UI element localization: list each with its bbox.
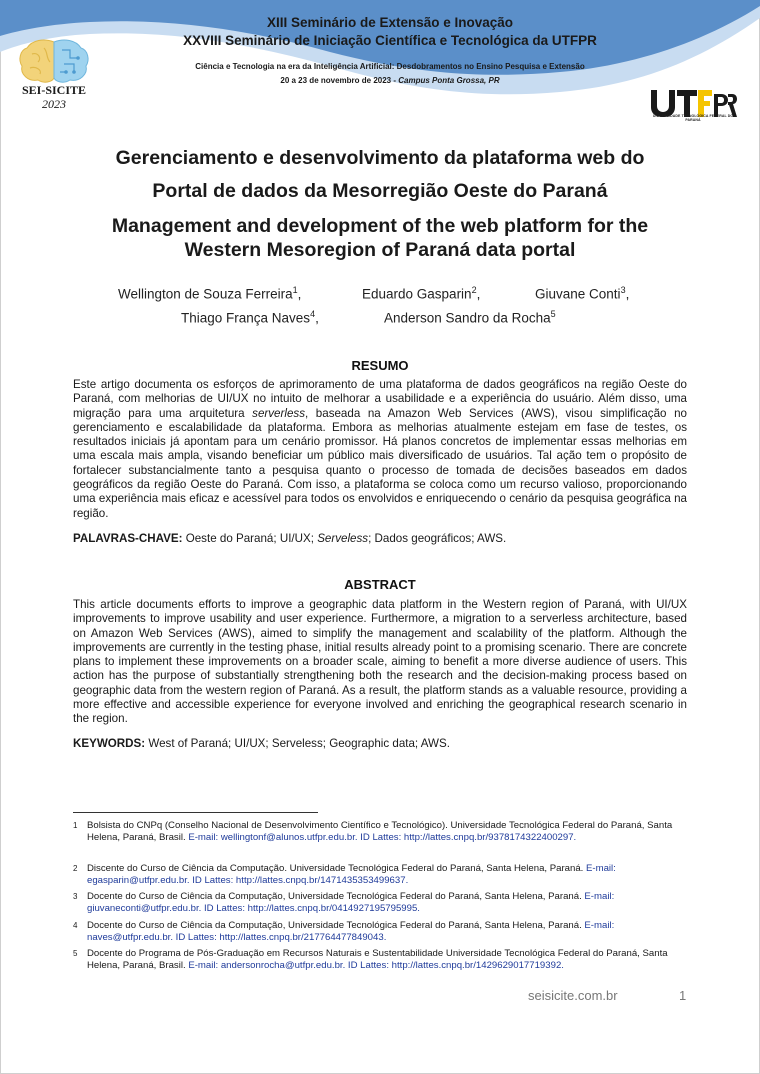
footnote-link[interactable]: E-mail: wellingtonf@alunos.utfpr.edu.br. ID Lattes: http://lattes.cnpq.br/9378174322400297. (188, 832, 577, 843)
palavras-chave-emphasis: Serveless (317, 532, 369, 545)
palavras-chave (73, 532, 687, 545)
author-mark: 2 (471, 285, 477, 295)
header-line-3: Ciência e Tecnologia na era da Inteligência Artificial: Desdobramentos no Ensino Pesquisa e Extensão (195, 62, 585, 71)
footnote-text: Bolsista do CNPq (Conselho Nacional de Desenvolvimento Científico e Tecnológico). Universidade Tecnológica Federal do Paraná, Santa Helena, Paraná, Brasil. (87, 820, 673, 843)
footnote-number: 5 (73, 949, 78, 958)
event-dates: 20 a 23 de novembro de 2023 - (280, 76, 399, 85)
author-mark: 3 (620, 285, 626, 295)
resumo-paragraph (73, 378, 687, 521)
abstract-heading: ABSTRACT (344, 577, 416, 592)
resumo-emphasis: serverless (252, 406, 305, 420)
author-separator: , (625, 286, 630, 302)
brain-logo-icon (14, 36, 94, 86)
footnote-link[interactable]: E-mail: egasparin@utfpr.edu.br. ID Lattes: http://lattes.cnpq.br/1471435353499637. (87, 863, 616, 886)
palavras-chave-text-2: ; Dados geográficos; AWS. (368, 532, 507, 545)
keywords-label: KEYWORDS: (73, 737, 146, 750)
footnote-number: 2 (73, 864, 78, 873)
footnote-link[interactable]: E-mail: naves@utfpr.edu.br. ID Lattes: http://lattes.cnpq.br/217764477849043. (87, 920, 615, 943)
keywords-text: West of Paraná; UI/UX; Serveless; Geographic data; AWS. (145, 737, 450, 750)
author-mark: 1 (292, 285, 298, 295)
utfpr-logo-caption: UNIVERSIDADE TECNOLÓGICA FEDERAL DO PARANÁ (652, 114, 734, 122)
abstract-paragraph: This article documents efforts to improve a geographic data platform in the Western region of Paraná, with UI/UX improvements to improve usability and user experience. Furthermore, a migration to a serverless architecture, based on Amazon Web Services (AWS), aimed to simplify the management and scalability of the platform. Although the improvements are currently in the testing phase, initial results already point to a promising scenario. There are concrete plans to implement these improvements on a broader scale, aiming to benefit a more diverse audience of users. This action has the purpose of substantially strengthening both the research and the decision-making process based on geographic data from the western region of Paraná. As a result, the platform stands as a valuable resource, providing a more effective and accessible experience for everyone involved and enriching the geographical research scenario in the region. (73, 598, 687, 726)
footer-site[interactable]: seisicite.com.br (528, 988, 618, 1003)
author-name: Thiago França Naves (181, 310, 311, 326)
title-en-line-2: Western Mesoregion of Paraná data portal (184, 239, 576, 261)
author-name: Giuvane Conti (535, 286, 621, 302)
author-separator: , (315, 310, 319, 326)
page-number: 1 (679, 988, 687, 1003)
resumo-text-part-1: Este artigo documenta os esforços de aprimoramento de uma plataforma de dados geográficos na região Oeste do Paraná, com melhorias de UI/UX no intuito de melhorar a usabilidade e a experiência do usuário. Além disso, uma migração para uma arquitetura (73, 378, 687, 420)
author-5 (384, 309, 556, 326)
footnote-text: Docente do Curso de Ciência da Computação, Universidade Tecnológica Federal do Paraná, Santa Helena, Paraná. (87, 891, 585, 902)
resumo-text-part-2: , baseada na Amazon Web Services (AWS), visou simplificação no gerenciamento e escalabilidade da plataforma. Embora as melhorias atualmente estejam em fase de testes, os resultados iniciais já apontam para um cenário promissor. Há planos concretos de implementar essas melhorias em uma escala mais ampla, visando beneficiar um público mais diversificado de usuários. Tal ação tem o propósito de fortalecer substancialmente tanto a pesquisa quanto o processo de tomada de decisões baseados em dados geográficos da região Oeste do Paraná. Com isso, a plataforma se coloca como um recurso valioso, proporcionando uma experiência mais eficaz e acessível para todos os envolvidos e enriquecendo o cenário da pesquisa geográfica na região. (73, 406, 687, 520)
header-line-2: XXVIII Seminário de Iniciação Científica e Tecnológica da UTFPR (183, 33, 597, 48)
title-en-line-1: Management and development of the web platform for the (111, 215, 649, 237)
title-pt-line-1: Gerenciamento e desenvolvimento da plataforma web do (115, 147, 645, 169)
footnote-rule (73, 812, 318, 813)
event-campus: Campus Ponta Grossa, PR (398, 76, 500, 85)
author-name: Wellington de Souza Ferreira (118, 286, 293, 302)
author-1 (118, 285, 301, 302)
palavras-chave-text-1: Oeste do Paraná; UI/UX; (182, 532, 318, 545)
footnote-text: Docente do Programa de Pós-Graduação em Recursos Naturais e Sustentabilidade Universidade Tecnológica Federal do Paraná, Santa Helena, Paraná, Brasil. (87, 948, 668, 971)
logo-sei-sicite-year: 2023 (42, 97, 66, 111)
author-4 (181, 309, 319, 326)
author-2 (362, 285, 480, 302)
author-separator: , (297, 286, 302, 302)
footnote-number: 4 (73, 921, 78, 930)
header-line-1: XIII Seminário de Extensão e Inovação (266, 15, 514, 30)
author-separator: , (476, 286, 481, 302)
author-name: Eduardo Gasparin (362, 286, 472, 302)
author-mark: 4 (310, 309, 316, 319)
logo-sei-sicite-name: SEI-SICITE (21, 83, 87, 97)
footnote-link[interactable]: E-mail: giuvaneconti@utfpr.edu.br. ID Lattes: http://lattes.cnpq.br/0414927195795995. (87, 891, 615, 914)
title-pt-line-2: Portal de dados da Mesorregião Oeste do Paraná (152, 180, 608, 202)
resumo-heading: RESUMO (351, 358, 409, 373)
footnote-link[interactable]: E-mail: andersonrocha@utfpr.edu.br. ID Lattes: http://lattes.cnpq.br/1429629017719392. (188, 960, 564, 971)
author-name: Anderson Sandro da Rocha (384, 310, 551, 326)
author-3 (535, 285, 629, 302)
palavras-chave-label: PALAVRAS-CHAVE: (73, 532, 183, 545)
footnote-text: Discente do Curso de Ciência da Computação. Universidade Tecnológica Federal do Paraná, Santa Helena, Paraná. (87, 863, 586, 874)
footnote-text: Docente do Curso de Ciência da Computação, Universidade Tecnológica Federal do Paraná, Santa Helena, Paraná. (87, 920, 585, 931)
author-mark: 5 (550, 309, 556, 319)
footnote-number: 1 (73, 821, 78, 830)
footnote-number: 3 (73, 892, 78, 901)
header-line-4 (100, 76, 680, 85)
keywords (73, 737, 687, 750)
